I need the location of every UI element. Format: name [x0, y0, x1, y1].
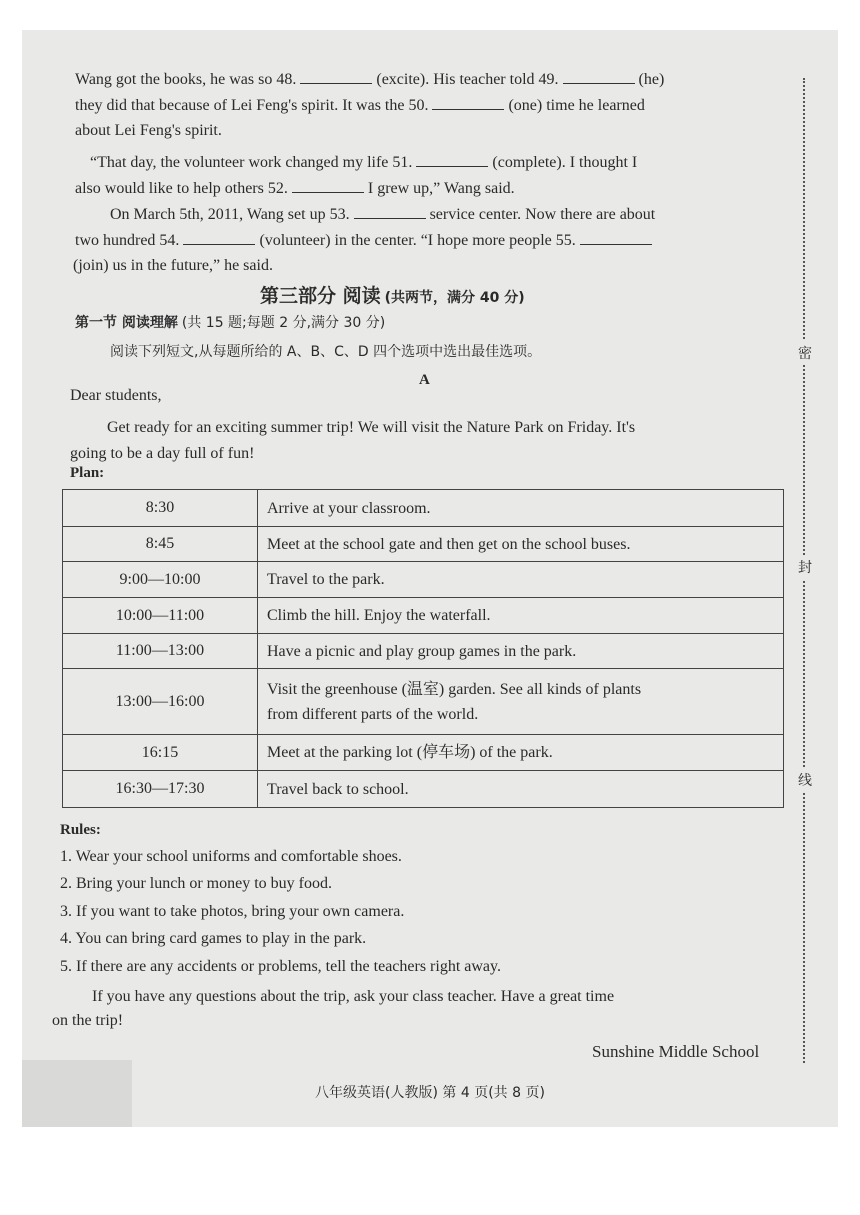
plan-time: 11:00—13:00: [63, 634, 258, 669]
cloze-line-7: [75, 230, 652, 251]
letter-intro-line-1: Get ready for an exciting summer trip! We will visit the Nature Park on Friday. It's: [107, 419, 636, 436]
table-row: [63, 669, 784, 735]
cloze-line-2: [75, 95, 645, 116]
seal-mark-feng: 封: [798, 555, 812, 579]
cloze-text: (he): [638, 71, 665, 88]
blank-49: [563, 69, 635, 84]
plan-table: [62, 489, 784, 808]
cloze-text: (volunteer) in the center. “I hope more people 55.: [259, 232, 576, 249]
blank-55: [580, 230, 652, 245]
cloze-text: service center. Now there are about: [429, 206, 656, 223]
letter-intro-line-2: going to be a day full of fun!: [70, 445, 255, 462]
cloze-text: (excite). His teacher told 49.: [376, 71, 559, 88]
cloze-text: (complete). I thought I: [492, 154, 638, 171]
plan-time: 9:00—10:00: [63, 562, 258, 598]
passage-label: A: [419, 372, 430, 388]
cloze-line-6: [110, 204, 655, 225]
cloze-text: they did that because of Lei Feng's spirit. It was the 50.: [75, 97, 429, 114]
part-three-heading: [260, 286, 525, 308]
plan-activity: Meet at the school gate and then get on the school buses.: [258, 527, 784, 562]
plan-activity-line: Visit the greenhouse (温室) garden. See all kinds of plants: [267, 680, 642, 698]
section-one-note: (共 15 题;每题 2 分,满分 30 分): [181, 315, 386, 331]
plan-time: 8:45: [63, 527, 258, 562]
cloze-line-8: (join) us in the future,” he said.: [73, 257, 273, 274]
rule-item: 1. Wear your school uniforms and comfortable shoes.: [60, 848, 402, 865]
plan-activity: Have a picnic and play group games in the park.: [258, 634, 784, 669]
table-row: [63, 490, 784, 527]
plan-activity: Climb the hill. Enjoy the waterfall.: [258, 598, 784, 634]
blank-48: [300, 69, 372, 84]
cloze-text: I grew up,” Wang said.: [367, 180, 515, 197]
plan-time: 8:30: [63, 490, 258, 527]
plan-time: 16:15: [63, 735, 258, 771]
cloze-text: Wang got the books, he was so 48.: [75, 71, 297, 88]
rule-item: 2. Bring your lunch or money to buy food.: [60, 875, 332, 892]
cloze-line-4: [90, 152, 637, 173]
cloze-text: two hundred 54.: [75, 232, 180, 249]
seal-mark-mi: 密: [798, 341, 812, 365]
blank-53: [354, 204, 426, 219]
blank-50: [432, 95, 504, 110]
plan-activity: Meet at the parking lot (停车场) of the park.: [258, 735, 784, 771]
plan-activity: Travel back to school.: [258, 771, 784, 808]
part-three-note: (共两节，满分 40 分): [384, 290, 525, 306]
section-one-heading: [75, 313, 385, 333]
plan-activity: Arrive at your classroom.: [258, 490, 784, 527]
rules-label: Rules:: [60, 822, 101, 838]
part-three-title: 第三部分 阅读: [260, 285, 381, 307]
cloze-text: also would like to help others 52.: [75, 180, 288, 197]
rule-item: 3. If you want to take photos, bring your own camera.: [60, 903, 405, 920]
letter-closing-line-1: If you have any questions about the trip, ask your class teacher. Have a great time: [92, 988, 615, 1005]
table-row: [63, 527, 784, 562]
letter-signature: Sunshine Middle School: [592, 1042, 760, 1061]
section-one-title: 第一节 阅读理解: [75, 315, 178, 331]
cloze-line-3: about Lei Feng's spirit.: [75, 122, 222, 139]
cloze-line-5: [75, 178, 515, 199]
plan-time: 10:00—11:00: [63, 598, 258, 634]
table-row: [63, 598, 784, 634]
letter-greeting: Dear students,: [70, 387, 162, 404]
reading-instruction: 阅读下列短文,从每题所给的 A、B、C、D 四个选项中选出最佳选项。: [110, 344, 542, 360]
cloze-text: On March 5th, 2011, Wang set up 53.: [110, 206, 350, 223]
cloze-text: “That day, the volunteer work changed my life 51.: [90, 154, 413, 171]
plan-label: Plan:: [70, 465, 105, 481]
table-row: [63, 735, 784, 771]
seal-mark-xian: 线: [798, 768, 812, 792]
page-footer: 八年级英语(人教版) 第 4 页(共 8 页): [315, 1085, 545, 1101]
blank-54: [183, 230, 255, 245]
rule-item: 4. You can bring card games to play in the park.: [60, 930, 367, 947]
blank-52: [292, 178, 364, 193]
table-row: [63, 771, 784, 808]
cloze-line-1: [75, 69, 664, 90]
plan-activity: Travel to the park.: [258, 562, 784, 598]
rule-item: 5. If there are any accidents or problems, tell the teachers right away.: [60, 958, 501, 975]
plan-time: 16:30—17:30: [63, 771, 258, 808]
plan-time: 13:00—16:00: [63, 669, 258, 735]
plan-activity: [258, 669, 784, 735]
plan-activity-line: from different parts of the world.: [267, 705, 479, 723]
table-row: [63, 562, 784, 598]
table-row: [63, 634, 784, 669]
cloze-text: (one) time he learned: [508, 97, 645, 114]
blank-51: [416, 152, 488, 167]
letter-closing-line-2: on the trip!: [52, 1012, 124, 1029]
